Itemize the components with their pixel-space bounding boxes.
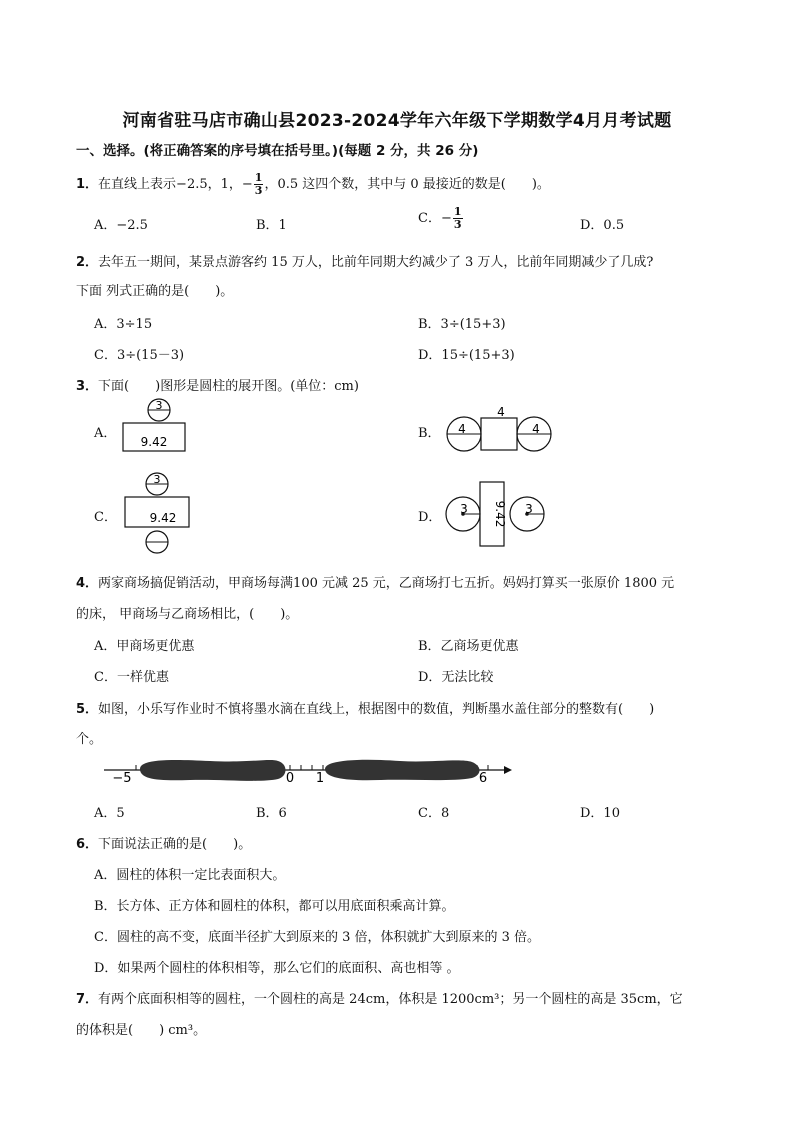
cylinder-net-c [120,472,192,556]
q5-option-a[interactable]: A．5 [94,806,125,821]
rect-label: 9.42 [149,511,177,525]
exam-title: 河南省驻马店市确山县2023-2024学年六年级下学期数学4月月考试题 [122,111,672,131]
circle-label: 3 [460,502,468,516]
label-six: 6 [478,771,488,786]
ink-blot-left [140,760,286,781]
question-text: ，0.5 这四个数，其中与 0 最接近的数是( )。 [264,177,550,192]
question-number: 3． [76,379,99,394]
question-2 [76,251,653,270]
q3-option-b[interactable]: B． [418,426,441,441]
question-3 [76,375,359,394]
label-one: 1 [315,771,325,786]
question-text: 有两个底面积相等的圆柱，一个圆柱的高是 24cm，体积是 1200cm³；另一个圆柱的高是 35cm，它 [98,992,683,1007]
fraction-numerator: 1 [254,171,263,184]
q4-option-b[interactable]: B．乙商场更优惠 [418,639,519,654]
q2-option-d[interactable]: D．15÷(15+3) [418,348,515,363]
fraction-denominator: 3 [453,218,462,231]
question-4 [76,572,674,591]
q1-option-c[interactable] [418,206,464,231]
ink-blot-right [325,760,480,781]
cylinder-net-d [444,480,548,548]
question-6 [76,833,251,852]
circle-label: 4 [532,422,540,436]
q1-option-d[interactable]: D．0.5 [580,218,625,233]
q2-option-b[interactable]: B．3÷(15+3) [418,317,506,332]
circle-label: 3 [155,399,163,412]
question-text: 两家商场搞促销活动，甲商场每满100 元减 25 元，乙商场打七五折。妈妈打算买一张原价 1800 元 [98,576,675,591]
question-number: 2． [76,255,99,270]
question-text: 在直线上表示−2.5，1，− [98,177,253,192]
fraction [453,206,463,231]
q2-option-a[interactable]: A．3÷15 [94,317,153,332]
q6-option-c[interactable]: C．圆柱的高不变，底面半径扩大到原来的 3 倍，体积就扩大到原来的 3 倍。 [94,930,541,945]
fraction [254,172,264,197]
circle-label: 3 [153,473,161,486]
q5-option-b[interactable]: B．6 [256,806,287,821]
q4-option-a[interactable]: A．甲商场更优惠 [94,639,195,654]
q1-option-a[interactable]: A．−2.5 [94,218,148,233]
question-4-line-2: 的床， 甲商场与乙商场相比，( )。 [76,607,299,622]
rect-label: 9.42 [140,435,168,449]
q5-option-c[interactable]: C．8 [418,806,450,821]
question-number: 7． [76,992,99,1007]
label-neg-five: −5 [112,771,132,786]
circle-label: 4 [458,422,466,436]
question-7 [76,988,683,1007]
question-number: 1． [76,177,99,192]
question-number: 6． [76,837,99,852]
question-text: 下面( )图形是圆柱的展开图。(单位：cm) [98,379,359,394]
question-text: 下面说法正确的是( )。 [98,837,252,852]
question-text: 如图，小乐写作业时不慎将墨水滴在直线上，根据图中的数值，判断墨水盖住部分的整数有( ) [98,702,655,717]
question-2-line-2: 下面 列式正确的是( )。 [76,284,234,299]
question-5 [76,698,654,717]
q3-option-c[interactable]: C． [94,510,117,525]
label-zero: 0 [285,771,295,786]
cylinder-net-b [444,404,558,456]
cylinder-net-a [118,398,190,456]
section-heading: 一、选择。(将正确答案的序号填在括号里。)(每题 2 分，共 26 分) [76,143,479,159]
q2-option-c[interactable]: C．3÷(15－3) [94,348,185,363]
q6-option-d[interactable]: D．如果两个圆柱的体积相等，那么它们的底面积、高也相等 。 [94,961,460,976]
square-label: 4 [497,405,505,419]
question-5-line-2: 个。 [76,732,103,747]
q4-option-c[interactable]: C．一样优惠 [94,670,169,685]
q3-option-d[interactable]: D． [418,510,442,525]
q6-option-a[interactable]: A．圆柱的体积一定比表面积大。 [94,868,286,883]
circle-label: 3 [525,502,533,516]
question-7-line-2: 的体积是( ) cm³。 [76,1023,207,1038]
option-text: C．− [418,211,452,226]
question-number: 4． [76,576,99,591]
question-1 [76,172,550,197]
q4-option-d[interactable]: D．无法比较 [418,670,494,685]
q6-option-b[interactable]: B．长方体、正方体和圆柱的体积，都可以用底面积乘高计算。 [94,899,455,914]
arrow-head [504,766,512,774]
question-text: 去年五一期间，某景点游客约 15 万人，比前年同期大约减少了 3 万人，比前年同期减少了几成? [98,255,654,270]
question-number: 5． [76,702,99,717]
net-square [481,418,517,450]
q1-option-b[interactable]: B．1 [256,218,287,233]
fraction-numerator: 1 [453,205,462,218]
fraction-denominator: 3 [254,184,263,197]
q5-option-d[interactable]: D．10 [580,806,620,821]
rect-label: 9.42 [493,500,507,528]
number-line-figure [100,752,514,788]
q3-option-a[interactable]: A． [94,426,117,441]
